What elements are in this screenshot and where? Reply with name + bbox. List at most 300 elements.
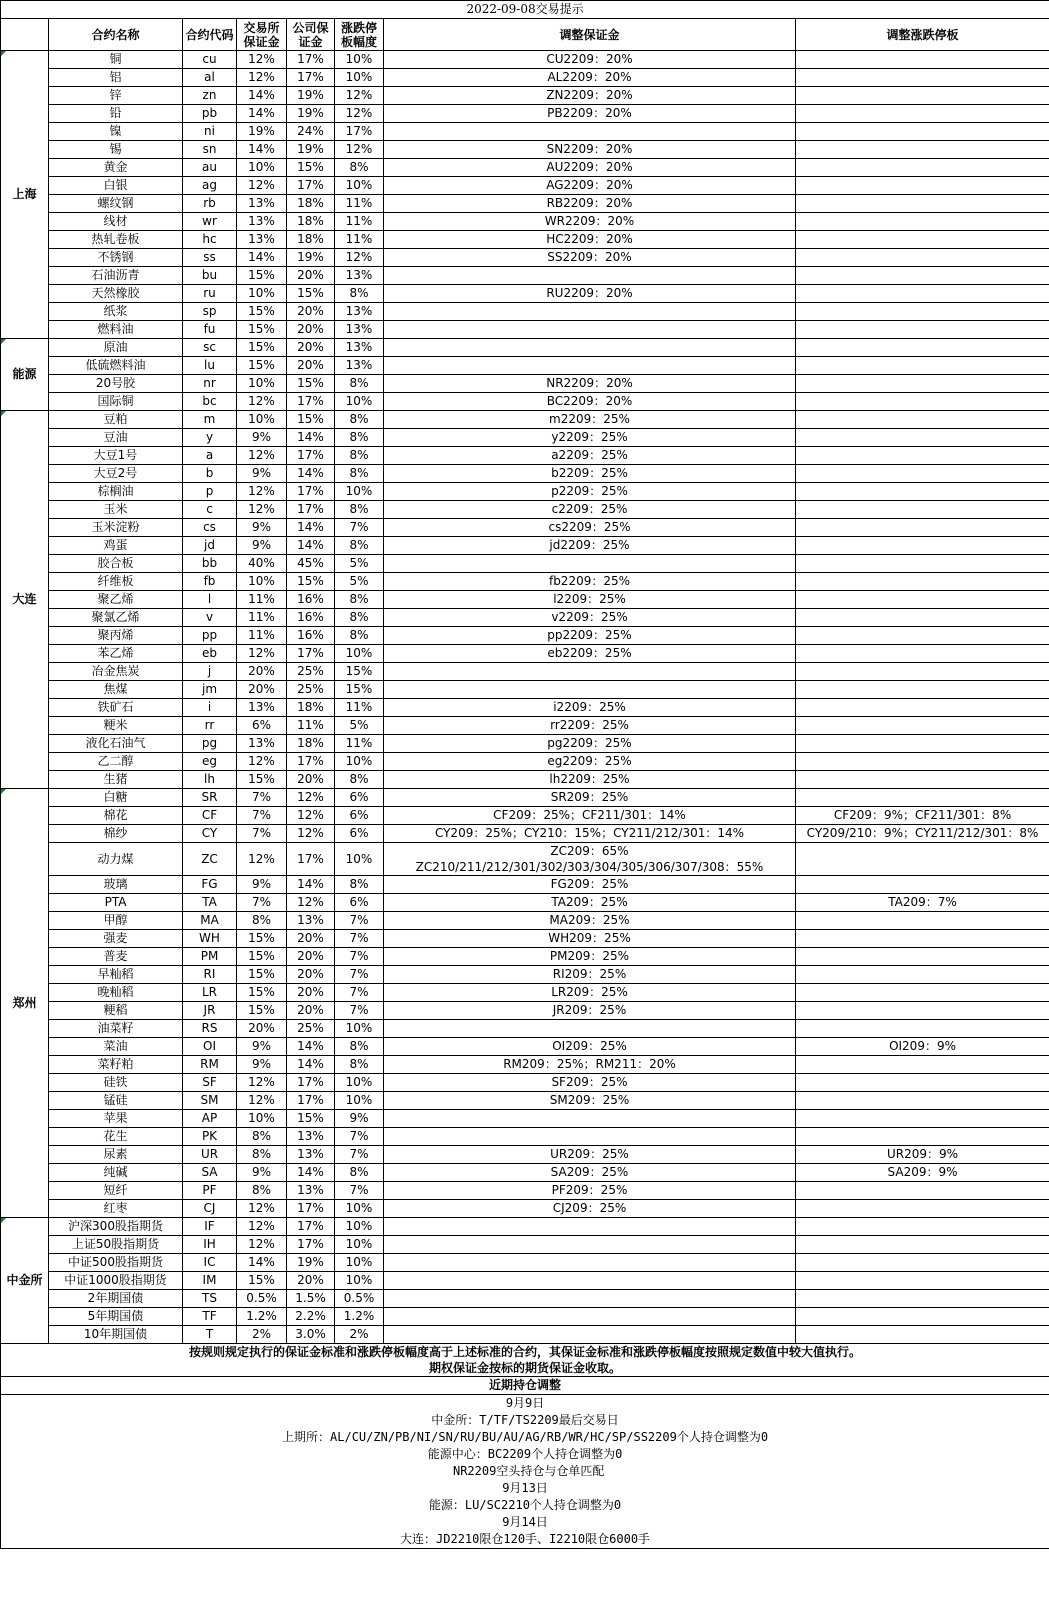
adjusted-margin: [384, 663, 796, 681]
price-limit: 10%: [335, 1218, 384, 1236]
table-row: [1, 537, 1049, 555]
exchange-margin: 15%: [237, 303, 287, 321]
adjusted-margin: CU2209：20%: [384, 51, 796, 69]
company-margin: 20%: [287, 1272, 335, 1290]
company-margin: 14%: [287, 519, 335, 537]
contract-name: 20号胶: [49, 375, 183, 393]
price-limit: 2%: [335, 1326, 384, 1344]
contract-name: 纯碱: [49, 1164, 183, 1182]
adjusted-limit: [796, 195, 1049, 213]
company-margin: 1.5%: [287, 1290, 335, 1308]
table-row: [1, 1200, 1049, 1218]
contract-code: RM: [183, 1056, 237, 1074]
table-row: [1, 177, 1049, 195]
adjusted-margin: eb2209：25%: [384, 645, 796, 663]
exchange-margin: 15%: [237, 1272, 287, 1290]
company-margin: 16%: [287, 627, 335, 645]
table-row: [1, 1110, 1049, 1128]
company-margin: 17%: [287, 69, 335, 87]
adjusted-limit: [796, 339, 1049, 357]
adjusted-limit: [796, 177, 1049, 195]
contract-name: 鸡蛋: [49, 537, 183, 555]
company-margin: 14%: [287, 1056, 335, 1074]
table-row: [1, 843, 1049, 876]
exchange-margin: 12%: [237, 51, 287, 69]
contract-name: 螺纹钢: [49, 195, 183, 213]
table-row: [1, 807, 1049, 825]
adjusted-limit: [796, 753, 1049, 771]
adjusted-limit: [796, 465, 1049, 483]
price-limit: 8%: [335, 537, 384, 555]
price-limit: 12%: [335, 87, 384, 105]
adjusted-margin: [384, 1290, 796, 1308]
contract-name: 国际铜: [49, 393, 183, 411]
adjusted-margin: [384, 843, 796, 876]
adjusted-margin: pp2209：25%: [384, 627, 796, 645]
company-margin: 19%: [287, 249, 335, 267]
contract-code: i: [183, 699, 237, 717]
contract-code: au: [183, 159, 237, 177]
adjusted-margin: RI209：25%: [384, 966, 796, 984]
table-row: [1, 393, 1049, 411]
company-margin: 20%: [287, 357, 335, 375]
exchange-margin: 15%: [237, 267, 287, 285]
contract-name: 天然橡胶: [49, 285, 183, 303]
exchange-margin: 7%: [237, 825, 287, 843]
table-row: [1, 357, 1049, 375]
recent-adjustment-line: NR2209空头持仓与仓单匹配: [445, 1464, 605, 1478]
contract-name: 红枣: [49, 1200, 183, 1218]
adjusted-limit: [796, 141, 1049, 159]
adjusted-margin: y2209：25%: [384, 429, 796, 447]
adjusted-margin: m2209：25%: [384, 411, 796, 429]
adjusted-margin: SA209：25%: [384, 1164, 796, 1182]
adjusted-margin: PF209：25%: [384, 1182, 796, 1200]
price-limit: 7%: [335, 1002, 384, 1020]
exchange-margin: 12%: [237, 1092, 287, 1110]
contract-name: 不锈钢: [49, 249, 183, 267]
table-row: [1, 1218, 1049, 1236]
adjusted-limit: [796, 1272, 1049, 1290]
company-margin: 20%: [287, 303, 335, 321]
contract-name: 聚乙烯: [49, 591, 183, 609]
adjusted-margin: pg2209：25%: [384, 735, 796, 753]
price-limit: 8%: [335, 1038, 384, 1056]
exchange-margin: 12%: [237, 69, 287, 87]
contract-name: 铝: [49, 69, 183, 87]
table-row: [1, 1326, 1049, 1344]
recent-adjustment-line: 中金所：T/TF/TS2209最后交易日: [431, 1413, 619, 1427]
table-row: [1, 1272, 1049, 1290]
contract-name: 大豆2号: [49, 465, 183, 483]
note-line: 期权保证金按标的期货保证金收取。: [429, 1361, 622, 1375]
contract-code: bb: [183, 555, 237, 573]
price-limit: 7%: [335, 912, 384, 930]
adjusted-limit: [796, 876, 1049, 894]
price-limit: 8%: [335, 609, 384, 627]
exchange-margin: 6%: [237, 717, 287, 735]
contract-name: 动力煤: [49, 843, 183, 876]
contract-code: zn: [183, 87, 237, 105]
exchange-margin: 8%: [237, 1128, 287, 1146]
contract-code: WH: [183, 930, 237, 948]
price-limit: 11%: [335, 213, 384, 231]
exchange-cell: 中金所: [1, 1218, 49, 1344]
price-limit: 10%: [335, 483, 384, 501]
company-margin: 19%: [287, 1254, 335, 1272]
contracts-body: [1, 51, 1049, 1344]
table-row: [1, 159, 1049, 177]
exchange-margin: 11%: [237, 627, 287, 645]
adjusted-limit: [796, 447, 1049, 465]
contract-code: SM: [183, 1092, 237, 1110]
table-row: [1, 1002, 1049, 1020]
contract-name: 聚氯乙烯: [49, 609, 183, 627]
contract-code: lh: [183, 771, 237, 789]
adjusted-limit: UR209：9%: [796, 1146, 1049, 1164]
table-row: [1, 681, 1049, 699]
contract-code: SF: [183, 1074, 237, 1092]
price-limit: 13%: [335, 303, 384, 321]
company-margin: 13%: [287, 912, 335, 930]
contract-name: 玉米: [49, 501, 183, 519]
company-margin: 25%: [287, 1020, 335, 1038]
company-margin: 45%: [287, 555, 335, 573]
company-margin: 14%: [287, 1164, 335, 1182]
adjusted-margin: b2209：25%: [384, 465, 796, 483]
table-row: [1, 285, 1049, 303]
contract-code: ss: [183, 249, 237, 267]
adjusted-margin-line: ZC210/211/212/301/302/303/304/305/306/307/308：55%: [415, 860, 764, 874]
contract-name: 冶金焦炭: [49, 663, 183, 681]
table-row: [1, 1128, 1049, 1146]
adjusted-limit: [796, 1308, 1049, 1326]
adjusted-margin: i2209：25%: [384, 699, 796, 717]
exchange-margin: 1.2%: [237, 1308, 287, 1326]
contract-code: y: [183, 429, 237, 447]
adjusted-limit: [796, 87, 1049, 105]
contract-name: 锌: [49, 87, 183, 105]
exchange-margin: 12%: [237, 1200, 287, 1218]
contract-code: cu: [183, 51, 237, 69]
adjusted-limit: [796, 285, 1049, 303]
company-margin: 25%: [287, 681, 335, 699]
exchange-margin: 0.5%: [237, 1290, 287, 1308]
table-row: [1, 573, 1049, 591]
company-margin: 20%: [287, 966, 335, 984]
company-margin: 15%: [287, 159, 335, 177]
contract-code: TF: [183, 1308, 237, 1326]
exchange-margin: 14%: [237, 105, 287, 123]
adjusted-limit: [796, 948, 1049, 966]
exchange-margin: 15%: [237, 948, 287, 966]
adjusted-limit: [796, 1200, 1049, 1218]
recent-adjustment-line: 9月13日: [502, 1481, 548, 1495]
adjusted-margin: [384, 555, 796, 573]
contract-name: 菜油: [49, 1038, 183, 1056]
adjusted-limit: [796, 609, 1049, 627]
company-margin: 15%: [287, 573, 335, 591]
contract-code: lu: [183, 357, 237, 375]
adjusted-limit: [796, 393, 1049, 411]
contract-name: 豆油: [49, 429, 183, 447]
adjusted-limit: [796, 267, 1049, 285]
adjusted-margin: [384, 681, 796, 699]
company-margin: 13%: [287, 1146, 335, 1164]
contract-code: TA: [183, 894, 237, 912]
adjusted-limit: [796, 681, 1049, 699]
recent-adjustment-line: 能源：LU/SC2210个人持仓调整为0: [428, 1498, 622, 1512]
exchange-margin: 12%: [237, 447, 287, 465]
exchange-cell: 郑州: [1, 789, 49, 1218]
header-adjusted-margin: 调整保证金: [384, 19, 796, 51]
company-margin: 20%: [287, 321, 335, 339]
exchange-margin: 7%: [237, 894, 287, 912]
contract-name: 生猪: [49, 771, 183, 789]
adjusted-limit: [796, 411, 1049, 429]
contract-code: rr: [183, 717, 237, 735]
contract-code: hc: [183, 231, 237, 249]
contract-name: 燃料油: [49, 321, 183, 339]
price-limit: 13%: [335, 267, 384, 285]
price-limit: 5%: [335, 573, 384, 591]
table-row: [1, 1182, 1049, 1200]
table-row: [1, 1290, 1049, 1308]
company-margin: 17%: [287, 447, 335, 465]
exchange-cell: 大连: [1, 411, 49, 789]
company-margin: 14%: [287, 876, 335, 894]
contract-name: 豆粕: [49, 411, 183, 429]
contract-code: jm: [183, 681, 237, 699]
adjusted-margin: ZN2209：20%: [384, 87, 796, 105]
price-limit: 8%: [335, 429, 384, 447]
adjusted-limit: [796, 69, 1049, 87]
company-margin: 17%: [287, 393, 335, 411]
adjusted-margin: [384, 1218, 796, 1236]
adjusted-margin: SS2209：20%: [384, 249, 796, 267]
price-limit: 10%: [335, 843, 384, 876]
adjusted-margin: LR209：25%: [384, 984, 796, 1002]
adjusted-limit: [796, 159, 1049, 177]
adjusted-limit: [796, 1128, 1049, 1146]
contract-code: p: [183, 483, 237, 501]
exchange-margin: 15%: [237, 357, 287, 375]
contract-code: CY: [183, 825, 237, 843]
table-row: [1, 51, 1049, 69]
company-margin: 20%: [287, 948, 335, 966]
contract-name: 粳稻: [49, 1002, 183, 1020]
adjusted-margin: [384, 357, 796, 375]
exchange-margin: 10%: [237, 573, 287, 591]
price-limit: 12%: [335, 249, 384, 267]
contract-name: 粳米: [49, 717, 183, 735]
exchange-margin: 13%: [237, 213, 287, 231]
company-margin: 17%: [287, 483, 335, 501]
table-row: [1, 555, 1049, 573]
contract-code: OI: [183, 1038, 237, 1056]
contract-code: CF: [183, 807, 237, 825]
contract-code: IF: [183, 1218, 237, 1236]
price-limit: 6%: [335, 825, 384, 843]
contract-name: 胶合板: [49, 555, 183, 573]
exchange-margin: 15%: [237, 339, 287, 357]
contract-name: 棉纱: [49, 825, 183, 843]
exchange-margin: 9%: [237, 1056, 287, 1074]
contract-name: 油菜籽: [49, 1020, 183, 1038]
adjusted-margin: l2209：25%: [384, 591, 796, 609]
exchange-margin: 7%: [237, 789, 287, 807]
adjusted-margin: SN2209：20%: [384, 141, 796, 159]
contract-code: IH: [183, 1236, 237, 1254]
table-row: [1, 789, 1049, 807]
contract-code: RS: [183, 1020, 237, 1038]
company-margin: 16%: [287, 591, 335, 609]
header-exchange: [1, 19, 49, 51]
adjusted-margin: UR209：25%: [384, 1146, 796, 1164]
contract-code: ru: [183, 285, 237, 303]
adjusted-margin: a2209：25%: [384, 447, 796, 465]
header-company-margin: 公司保证金: [287, 19, 335, 51]
contract-name: 铅: [49, 105, 183, 123]
adjusted-limit: [796, 789, 1049, 807]
exchange-margin: 15%: [237, 930, 287, 948]
adjusted-limit: [796, 1290, 1049, 1308]
adjusted-margin: CJ209：25%: [384, 1200, 796, 1218]
table-row: [1, 1092, 1049, 1110]
exchange-margin: 12%: [237, 393, 287, 411]
adjusted-limit: [796, 483, 1049, 501]
company-margin: 12%: [287, 807, 335, 825]
adjusted-limit: [796, 717, 1049, 735]
contract-name: PTA: [49, 894, 183, 912]
price-limit: 8%: [335, 771, 384, 789]
table-row: [1, 429, 1049, 447]
adjusted-limit: [796, 123, 1049, 141]
adjusted-margin: RB2209：20%: [384, 195, 796, 213]
exchange-margin: 10%: [237, 411, 287, 429]
contract-name: 液化石油气: [49, 735, 183, 753]
price-limit: 10%: [335, 1236, 384, 1254]
table-row: [1, 501, 1049, 519]
adjusted-margin: [384, 1308, 796, 1326]
recent-adjustments-title: 近期持仓调整: [1, 1377, 1049, 1395]
exchange-margin: 12%: [237, 1074, 287, 1092]
company-margin: 14%: [287, 537, 335, 555]
exchange-margin: 9%: [237, 429, 287, 447]
contract-name: 镍: [49, 123, 183, 141]
contract-name: 玉米淀粉: [49, 519, 183, 537]
exchange-margin: 8%: [237, 1146, 287, 1164]
company-margin: 13%: [287, 1128, 335, 1146]
company-margin: 16%: [287, 609, 335, 627]
adjusted-limit: [796, 1074, 1049, 1092]
price-limit: 12%: [335, 141, 384, 159]
table-row: [1, 195, 1049, 213]
table-row: [1, 876, 1049, 894]
exchange-margin: 13%: [237, 195, 287, 213]
exchange-margin: 12%: [237, 843, 287, 876]
recent-adjustment-line: 9月14日: [502, 1515, 548, 1529]
price-limit: 10%: [335, 1272, 384, 1290]
adjusted-margin: [384, 1020, 796, 1038]
price-limit: 8%: [335, 465, 384, 483]
company-margin: 14%: [287, 1038, 335, 1056]
company-margin: 18%: [287, 699, 335, 717]
contract-code: cs: [183, 519, 237, 537]
contract-name: 石油沥青: [49, 267, 183, 285]
contract-code: SA: [183, 1164, 237, 1182]
adjusted-margin: SM209：25%: [384, 1092, 796, 1110]
exchange-margin: 20%: [237, 663, 287, 681]
exchange-margin: 11%: [237, 609, 287, 627]
table-row: [1, 717, 1049, 735]
table-row: [1, 321, 1049, 339]
header-row: [1, 19, 1049, 51]
company-margin: 17%: [287, 843, 335, 876]
exchange-margin: 10%: [237, 285, 287, 303]
company-margin: 18%: [287, 195, 335, 213]
table-row: [1, 966, 1049, 984]
price-limit: 7%: [335, 930, 384, 948]
contract-name: 白糖: [49, 789, 183, 807]
contract-code: PM: [183, 948, 237, 966]
table-row: [1, 1146, 1049, 1164]
contract-code: bu: [183, 267, 237, 285]
exchange-margin: 12%: [237, 501, 287, 519]
adjusted-margin: v2209：25%: [384, 609, 796, 627]
contract-name: 焦煤: [49, 681, 183, 699]
contract-name: 晚籼稻: [49, 984, 183, 1002]
adjusted-margin: CF209：25%；CF211/301：14%: [384, 807, 796, 825]
company-margin: 17%: [287, 501, 335, 519]
adjusted-margin: SF209：25%: [384, 1074, 796, 1092]
price-limit: 8%: [335, 1056, 384, 1074]
company-margin: 18%: [287, 735, 335, 753]
price-limit: 7%: [335, 1128, 384, 1146]
exchange-margin: 15%: [237, 984, 287, 1002]
adjusted-limit: [796, 501, 1049, 519]
company-margin: 14%: [287, 465, 335, 483]
adjusted-limit: [796, 645, 1049, 663]
company-margin: 20%: [287, 930, 335, 948]
notes-cell: [1, 1344, 1049, 1377]
exchange-margin: 14%: [237, 87, 287, 105]
adjusted-margin: lh2209：25%: [384, 771, 796, 789]
contract-code: fu: [183, 321, 237, 339]
contract-code: jd: [183, 537, 237, 555]
adjusted-margin: NR2209：20%: [384, 375, 796, 393]
adjusted-limit: [796, 930, 1049, 948]
price-limit: 10%: [335, 51, 384, 69]
exchange-margin: 19%: [237, 123, 287, 141]
price-limit: 8%: [335, 411, 384, 429]
company-margin: 20%: [287, 339, 335, 357]
table-row: [1, 894, 1049, 912]
company-margin: 20%: [287, 984, 335, 1002]
company-margin: 13%: [287, 1182, 335, 1200]
contract-code: T: [183, 1326, 237, 1344]
exchange-margin: 40%: [237, 555, 287, 573]
contract-code: AP: [183, 1110, 237, 1128]
contract-name: 乙二醇: [49, 753, 183, 771]
price-limit: 5%: [335, 555, 384, 573]
exchange-margin: 15%: [237, 1002, 287, 1020]
contract-code: v: [183, 609, 237, 627]
contract-name: 苹果: [49, 1110, 183, 1128]
company-margin: 15%: [287, 375, 335, 393]
contract-code: ag: [183, 177, 237, 195]
adjusted-margin: TA209：25%: [384, 894, 796, 912]
